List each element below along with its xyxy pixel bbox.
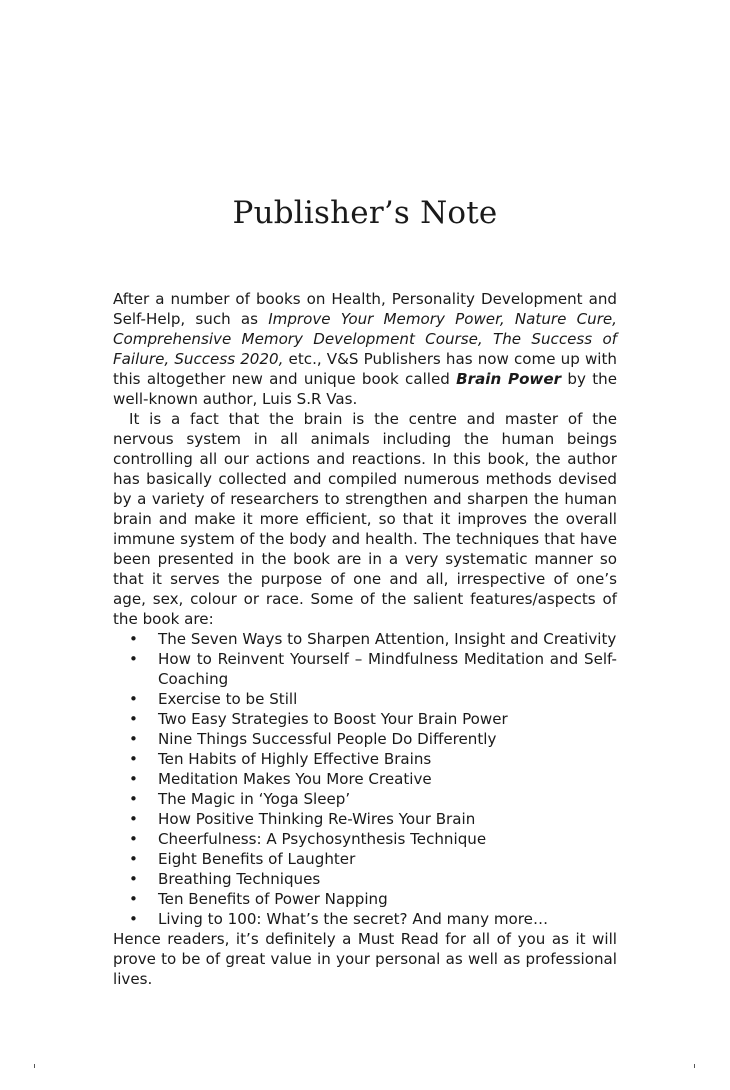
list-item: • Cheerfulness: A Psychosynthesis Technique	[129, 830, 487, 848]
intro-text-3: by the well-known author, Luis S.R Vas.	[113, 370, 617, 408]
bullet-icon: •	[129, 810, 138, 828]
book-title-brain-power: Brain Power	[456, 370, 562, 388]
list-item: • Exercise to be Still	[129, 690, 298, 708]
bullet-icon: •	[129, 890, 138, 908]
bullet-icon: •	[129, 630, 138, 648]
bullet-icon: •	[129, 870, 138, 888]
list-item: • Ten Benefits of Power Napping	[129, 890, 388, 908]
bullet-icon: •	[129, 830, 138, 848]
list-item: • Nine Things Successful People Do Differently	[129, 730, 497, 748]
bullet-icon: •	[129, 710, 138, 728]
intro-text-1: After a number of books on Health, Personality Development and Self-Help, such as	[113, 290, 617, 328]
list-item: • Living to 100: What’s the secret? And many more…	[129, 910, 549, 928]
list-item: • How to Reinvent Yourself – Mindfulness Meditation and Self-Coaching	[129, 650, 617, 688]
bullet-icon: •	[129, 910, 138, 928]
book-list-titles: Improve Your Memory Power, Nature Cure, Comprehensive Memory Development Course, The Success of Failure, Success 2020,	[113, 310, 617, 368]
bullet-icon: •	[129, 730, 138, 748]
list-item: • The Seven Ways to Sharpen Attention, Insight and Creativity	[129, 630, 617, 648]
bullet-icon: •	[129, 690, 138, 708]
crop-mark-left	[34, 1064, 35, 1068]
bullet-icon: •	[129, 650, 138, 668]
features-list	[113, 629, 617, 929]
description-paragraph: It is a fact that the brain is the centre and master of the nervous system in all animals including the human beings controlling all our actions and reactions. In this book, the author has basically collected and compiled numerous methods devised by a variety of researchers to strengthen and sharpen the human brain and make it more efficient, so that it improves the overall immune system of the body and health. The techniques that have been presented in the book are in a very systematic manner so that it serves the purpose of one and all, irrespective of one’s age, sex, colour or race. Some of the salient features/aspects of the book are:	[113, 410, 617, 628]
list-item: • Eight Benefits of Laughter	[129, 850, 356, 868]
bullet-icon: •	[129, 770, 138, 788]
list-item: • The Magic in ‘Yoga Sleep’	[129, 790, 351, 808]
intro-text-2: etc., V&S Publishers has now come up with this altogether new and unique book called	[113, 350, 617, 388]
list-item: • Meditation Makes You More Creative	[129, 770, 432, 788]
bullet-icon: •	[129, 790, 138, 808]
closing-paragraph: Hence readers, it’s definitely a Must Read for all of you as it will prove to be of great value in your personal as well as professional lives.	[113, 930, 617, 988]
list-item: • How Positive Thinking Re-Wires Your Brain	[129, 810, 476, 828]
note-body	[113, 289, 617, 989]
intro-paragraph	[113, 289, 617, 409]
bullet-icon: •	[129, 750, 138, 768]
list-item: • Two Easy Strategies to Boost Your Brain Power	[129, 710, 508, 728]
bullet-icon: •	[129, 850, 138, 868]
list-item: • Ten Habits of Highly Effective Brains	[129, 750, 432, 768]
crop-mark-right	[694, 1064, 695, 1068]
list-item: • Breathing Techniques	[129, 870, 321, 888]
page-title: Publisher’s Note	[232, 195, 498, 231]
